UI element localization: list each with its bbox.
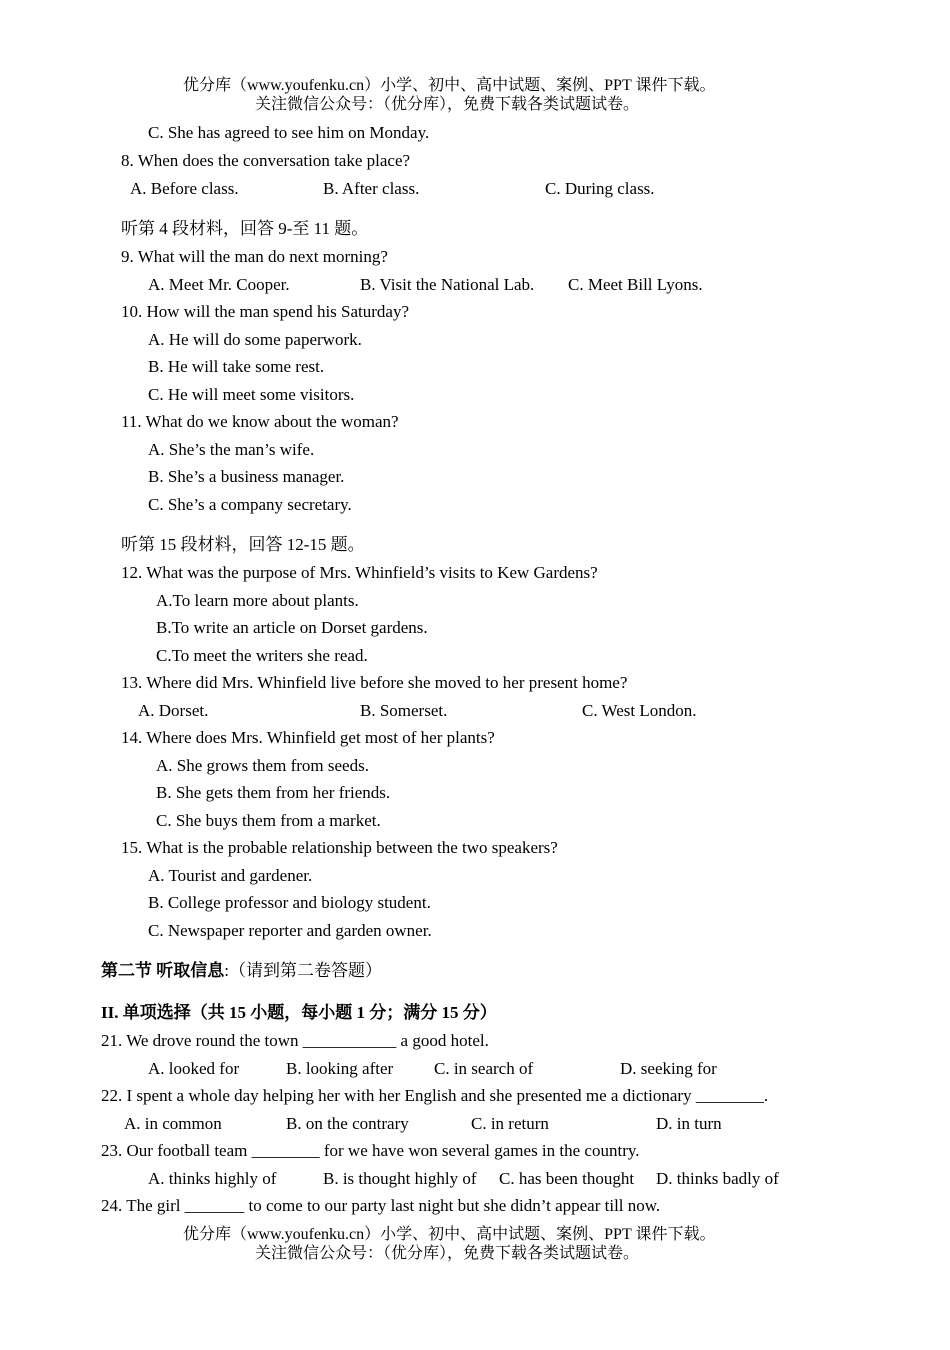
q12-option-b: B.To write an article on Dorset gardens. [156, 618, 428, 637]
q22-option-a: A. in common [124, 1114, 222, 1133]
q21-option-a: A. looked for [148, 1059, 240, 1078]
section2-title: 第二节 听取信息 [101, 961, 225, 980]
q13-option-b: B. Somerset. [360, 701, 448, 720]
q15-option-c: C. Newspaper reporter and garden owner. [148, 921, 432, 940]
section15-intro: 听第 15 段材料，回答 12-15 题。 [121, 535, 365, 554]
q21-option-c: C. in search of [434, 1059, 534, 1078]
q9-stem: 9. What will the man do next morning? [121, 247, 388, 266]
q10-option-c: C. He will meet some visitors. [148, 385, 355, 404]
q23-option-a: A. thinks highly of [148, 1169, 277, 1188]
q9-option-a: A. Meet Mr. Cooper. [148, 275, 290, 294]
q9-option-b: B. Visit the National Lab. [360, 275, 535, 294]
section4-intro: 听第 4 段材料，回答 9-至 11 题。 [121, 219, 369, 238]
q13-stem: 13. Where did Mrs. Whinfield live before she moved to her present home? [121, 673, 628, 692]
q12-stem: 12. What was the purpose of Mrs. Whinfield’s visits to Kew Gardens? [121, 563, 598, 582]
q11-option-c: C. She’s a company secretary. [148, 495, 352, 514]
q22-stem: 22. I spent a whole day helping her with her English and she presented me a dictionary ________. [101, 1086, 769, 1105]
section2-note: :（请到第二卷答题） [224, 961, 382, 980]
q24-stem: 24. The girl _______ to come to our party last night but she didn’t appear till now. [101, 1196, 661, 1215]
q13-option-a: A. Dorset. [138, 701, 209, 720]
q8-option-b: B. After class. [323, 179, 420, 198]
watermark-top-line1: 优分库（www.youfenku.cn）小学、初中、高中试题、案例、PPT 课件下载。 [183, 77, 716, 94]
q11-option-b: B. She’s a business manager. [148, 467, 345, 486]
q15-option-b: B. College professor and biology student. [148, 893, 431, 912]
watermark-bottom-line1: 优分库（www.youfenku.cn）小学、初中、高中试题、案例、PPT 课件下载。 [183, 1226, 716, 1243]
q22-option-d: D. in turn [656, 1114, 722, 1133]
q12-option-a: A.To learn more about plants. [156, 591, 359, 610]
watermark-bottom-line2: 关注微信公众号：（优分库），免费下载各类试题试卷。 [255, 1245, 640, 1262]
q14-option-a: A. She grows them from seeds. [156, 756, 369, 775]
q23-option-c: C. has been thought [499, 1169, 635, 1188]
q10-stem: 10. How will the man spend his Saturday? [121, 302, 410, 321]
q22-option-c: C. in return [471, 1114, 549, 1133]
part2-title: II. 单项选择（共 15 小题，每小题 1 分；满分 15 分） [101, 1003, 497, 1022]
q12-option-c: C.To meet the writers she read. [156, 646, 368, 665]
section2-heading [101, 961, 382, 981]
q23-option-d: D. thinks badly of [656, 1169, 779, 1188]
q14-option-b: B. She gets them from her friends. [156, 783, 391, 802]
q15-stem: 15. What is the probable relationship between the two speakers? [121, 838, 558, 857]
q13-option-c: C. West London. [582, 701, 697, 720]
q8-option-a: A. Before class. [130, 179, 239, 198]
q10-option-a: A. He will do some paperwork. [148, 330, 362, 349]
q14-option-c: C. She buys them from a market. [156, 811, 381, 830]
q8-stem: 8. When does the conversation take place? [121, 151, 411, 170]
q23-stem: 23. Our football team ________ for we have won several games in the country. [101, 1141, 640, 1160]
q21-option-d: D. seeking for [620, 1059, 717, 1078]
q7-option-c: C. She has agreed to see him on Monday. [148, 123, 430, 142]
q11-option-a: A. She’s the man’s wife. [148, 440, 315, 459]
watermark-top-line2: 关注微信公众号：（优分库），免费下载各类试题试卷。 [255, 96, 640, 113]
q23-option-b: B. is thought highly of [323, 1169, 477, 1188]
q8-option-c: C. During class. [545, 179, 655, 198]
q21-option-b: B. looking after [286, 1059, 394, 1078]
q22-option-b: B. on the contrary [286, 1114, 409, 1133]
q9-option-c: C. Meet Bill Lyons. [568, 275, 703, 294]
q21-stem: 21. We drove round the town ___________ a good hotel. [101, 1031, 489, 1050]
q14-stem: 14. Where does Mrs. Whinfield get most of her plants? [121, 728, 495, 747]
q15-option-a: A. Tourist and gardener. [148, 866, 313, 885]
q11-stem: 11. What do we know about the woman? [121, 412, 399, 431]
q10-option-b: B. He will take some rest. [148, 357, 325, 376]
